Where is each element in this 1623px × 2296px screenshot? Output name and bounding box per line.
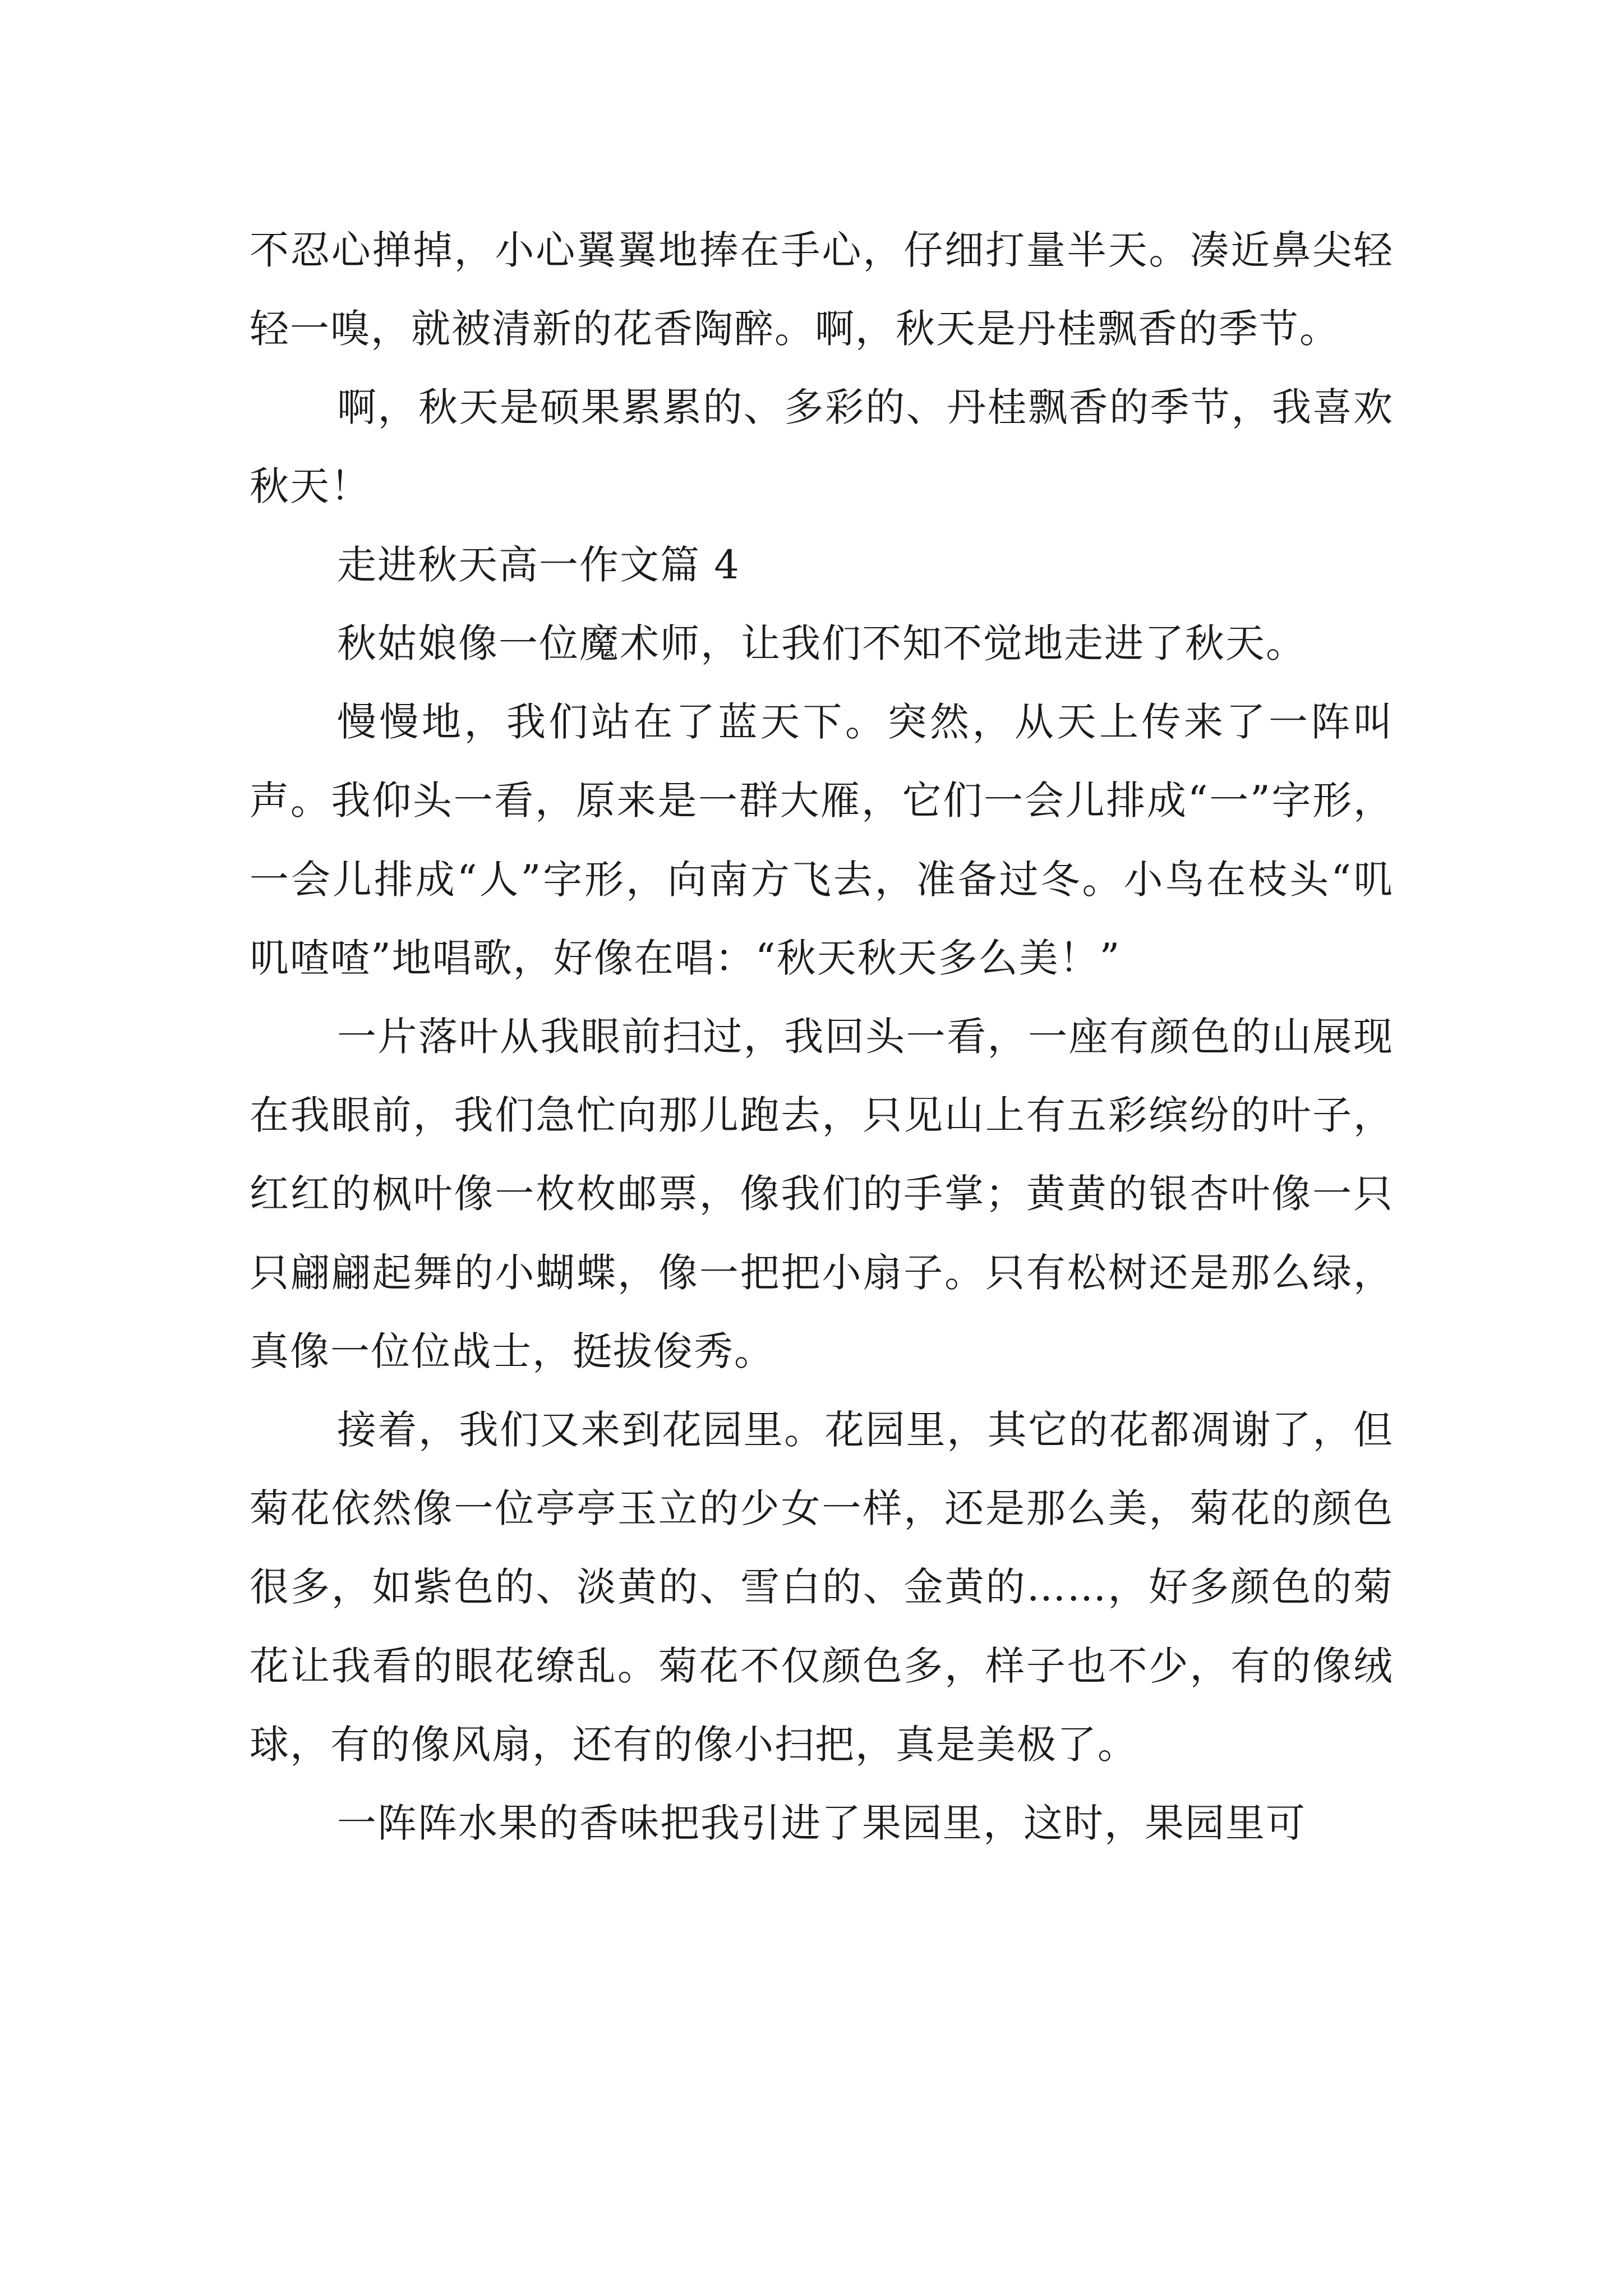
paragraph-geese: 慢慢地，我们站在了蓝天下。突然，从天上传来了一阵叫声。我仰头一看，原来是一群大雁，它们一会儿排成“一”字形，一会儿排成“人”字形，向南方飞去，准备过冬。小鸟在枝头“叽叽喳喳”地唱歌，好像在唱：“秋天秋天多么美！” — [250, 699, 1394, 981]
paragraph-orchard: 一阵阵水果的香味把我引进了果园里，这时，果园里可 — [337, 1800, 1306, 1847]
paragraph-conclusion: 啊，秋天是硕果累累的、多彩的、丹桂飘香的季节，我喜欢秋天！ — [250, 384, 1394, 509]
paragraph-mountain: 一片落叶从我眼前扫过，我回头一看，一座有颜色的山展现在我眼前，我们急忙向那儿跑去，只见山上有五彩缤纷的叶子，红红的枫叶像一枚枚邮票，像我们的手掌；黄黄的银杏叶像一只只翩翩起舞的小蝴蝶，像一把把小扇子。只有松树还是那么绿，真像一位位战士，挺拔俊秀。 — [250, 1014, 1394, 1374]
essay-title: 走进秋天高一作文篇 4 — [337, 541, 740, 588]
document-body — [250, 211, 1394, 1862]
paragraph-intro: 秋姑娘像一位魔术师，让我们不知不觉地走进了秋天。 — [337, 620, 1306, 667]
paragraph-garden: 接着，我们又来到花园里。花园里，其它的花都凋谢了，但菊花依然像一位亭亭玉立的少女一样，还是那么美，菊花的颜色很多，如紫色的、淡黄的、雪白的、金黄的……，好多颜色的菊花让我看的眼花缭乱。菊花不仅颜色多，样子也不少，有的像绒球，有的像风扇，还有的像小扫把，真是美极了。 — [250, 1407, 1394, 1768]
paragraph-continuation: 不忍心掸掉，小心翼翼地捧在手心，仔细打量半天。凑近鼻尖轻轻一嗅，就被清新的花香陶醉。啊，秋天是丹桂飘香的季节。 — [250, 227, 1394, 352]
